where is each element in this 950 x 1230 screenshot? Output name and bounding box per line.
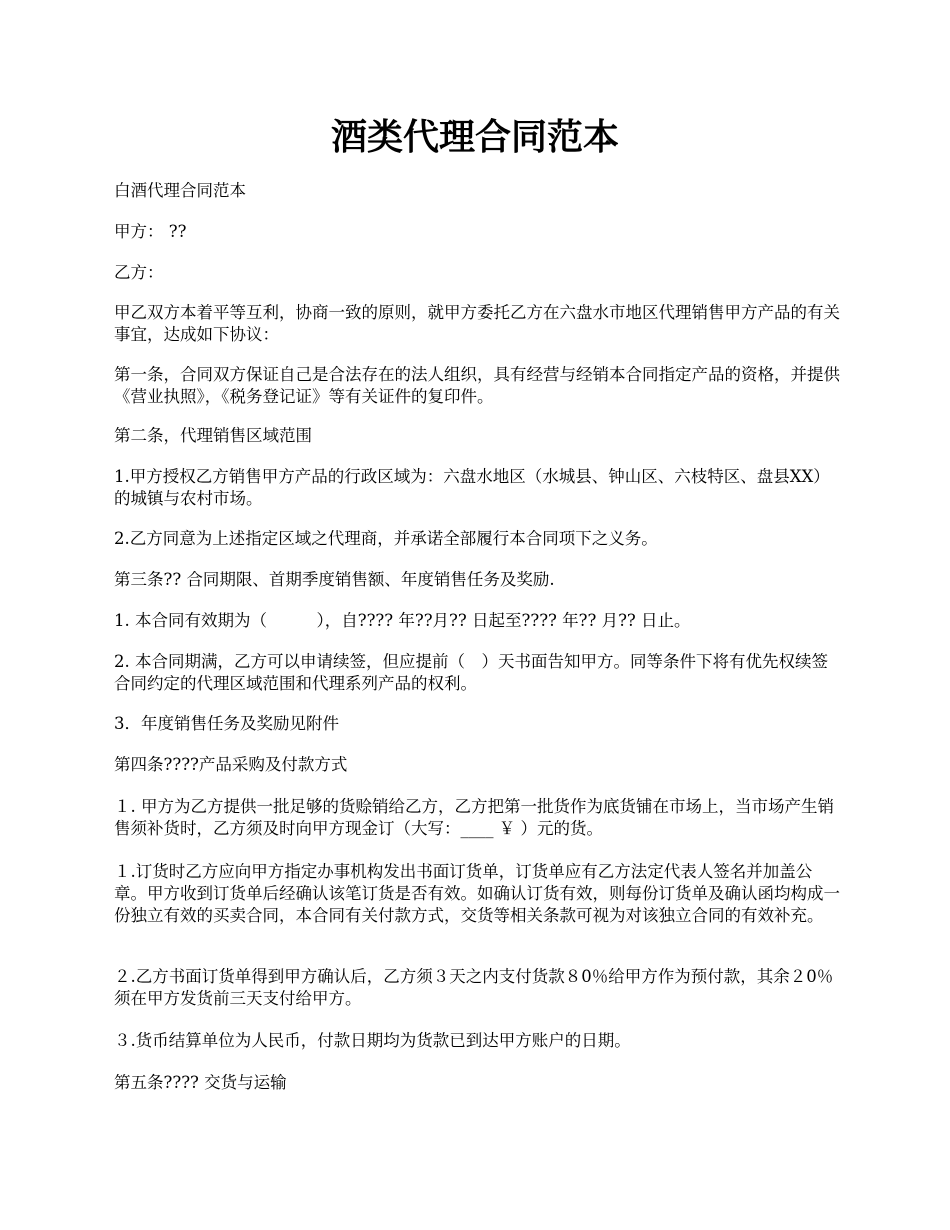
article-3-clause-2: 2. 本合同期满，乙方可以申请续签，但应提前（ ）天书面告知甲方。同等条件下将有优先权续签合同约定的代理区域范围和代理系列产品的权利。 <box>114 652 828 693</box>
article-5-heading: 第五条???? 交货与运输 <box>114 1073 287 1092</box>
party-b-line: 乙方： <box>114 263 164 282</box>
article-4-clause-1: １. 甲方为乙方提供一批足够的货赊销给乙方，乙方把第一批货作为底货铺在市场上，当市场产生销售须补货时，乙方须及时向甲方现金订（大写：____ ￥ ）元的货。 <box>114 797 834 838</box>
party-a-line: 甲方： ?? <box>114 222 187 241</box>
preamble-paragraph: 甲乙双方本着平等互利，协商一致的原则，就甲方委托乙方在六盘水市地区代理销售甲方产品的有关事宜，达成如下协议： <box>114 303 840 344</box>
article-3-clause-3: 3．年度销售任务及奖励见附件 <box>114 714 339 733</box>
article-4-heading: 第四条????产品采购及付款方式 <box>114 755 348 774</box>
article-3-heading: 第三条?? 合同期限、首期季度销售额、年度销售任务及奖励. <box>114 570 555 589</box>
article-2-clause-1: 1.甲方授权乙方销售甲方产品的行政区域为：六盘水地区（水城县、钟山区、六枝特区、盘县XX）的城镇与农村市场。 <box>114 467 830 508</box>
article-2-heading: 第二条，代理销售区域范围 <box>114 426 312 445</box>
article-4-ordering-clause: １.订货时乙方应向甲方指定办事机构发出书面订货单，订货单应有乙方法定代表人签名并加盖公章。甲方收到订货单后经确认该笔订货是否有效。如确认订货有效，则每份订货单及确认函均构成一份独立有效的买卖合同，本合同有关付款方式，交货等相关条款可视为对该独立合同的有效补充。 <box>114 862 840 925</box>
subtitle-paragraph: 白酒代理合同范本 <box>114 181 246 200</box>
document-title: 酒类代理合同范本 <box>330 116 619 158</box>
article-2-clause-2: 2.乙方同意为上述指定区域之代理商，并承诺全部履行本合同项下之义务。 <box>114 529 658 548</box>
article-3-clause-1: 1. 本合同有效期为（ ），自???? 年??月?? 日起至???? 年?? 月?? 日止。 <box>114 611 691 630</box>
article-4-clause-3: ３.货币结算单位为人民币，付款日期均为货款已到达甲方账户的日期。 <box>114 1031 631 1050</box>
article-1-paragraph: 第一条，合同双方保证自己是合法存在的法人组织，具有经营与经销本合同指定产品的资格，并提供《营业执照》，《税务登记证》等有关证件的复印件。 <box>114 365 840 406</box>
article-4-clause-2: ２.乙方书面订货单得到甲方确认后，乙方须３天之内支付货款８0％给甲方作为预付款，其余２0％须在甲方发货前三天支付给甲方。 <box>114 967 834 1008</box>
